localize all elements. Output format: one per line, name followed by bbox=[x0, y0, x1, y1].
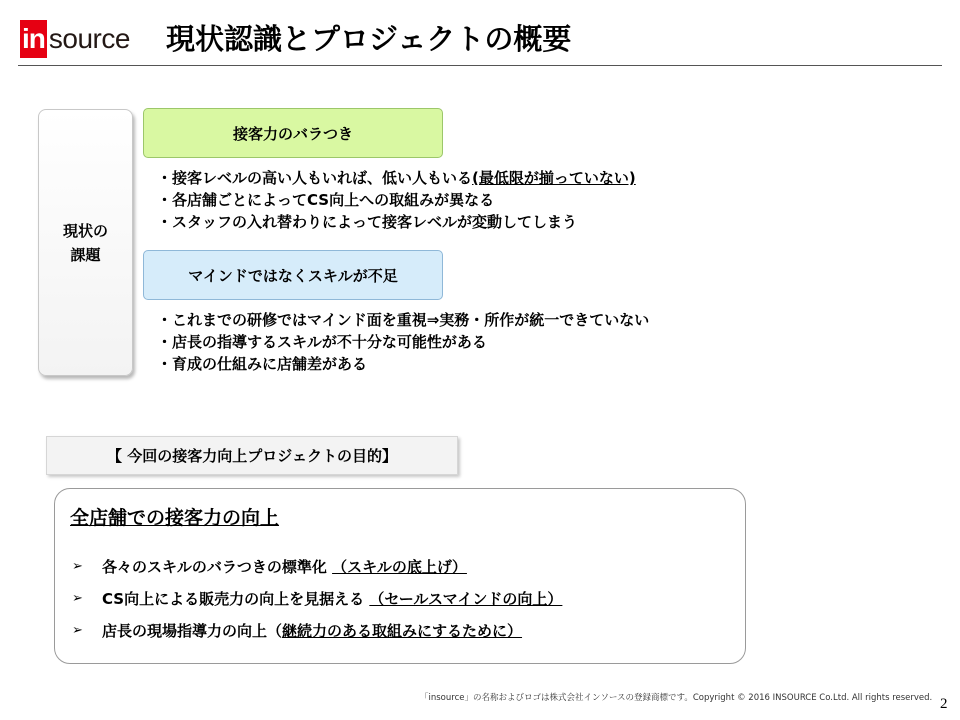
bullet-item: ・ 店長の指導するスキルが不十分な可能性がある bbox=[157, 331, 649, 353]
logo-wordmark: source bbox=[48, 23, 130, 54]
point-underlined-text: （スキルの底上げ） bbox=[332, 558, 467, 576]
bullet-item: ・ これまでの研修ではマインド面を重視⇒実務・所作が統一できていない bbox=[157, 309, 649, 331]
arrow-bullet-icon: ➢ bbox=[72, 623, 83, 638]
point-underlined-text: 継続力のある取組みにするために） bbox=[282, 622, 523, 640]
issue-2-bullets bbox=[157, 309, 649, 375]
issue-tag-skill-shortage: マインドではなくスキルが不足 bbox=[143, 250, 443, 300]
logo-in-mark: in bbox=[20, 20, 47, 58]
label-line-1: 現状の bbox=[62, 221, 108, 240]
bullet-text: 接客レベルの高い人もいれば、低い人もいる bbox=[172, 169, 473, 187]
issue-1-bullets bbox=[157, 167, 636, 233]
current-issues-label bbox=[38, 109, 133, 376]
purpose-point bbox=[72, 553, 562, 585]
page-title: 現状認識とプロジェクトの概要 bbox=[166, 22, 572, 56]
issue-tag-service-variance: 接客力のバラつき bbox=[143, 108, 443, 158]
page-number: 2 bbox=[940, 696, 948, 712]
insource-logo bbox=[20, 20, 130, 58]
bullet-item bbox=[157, 211, 636, 233]
bullet-item bbox=[157, 167, 636, 189]
arrow-bullet-icon: ➢ bbox=[72, 591, 83, 606]
purpose-point bbox=[72, 585, 562, 617]
label-line-2: 課題 bbox=[70, 245, 101, 264]
point-text: CS向上による販売力の向上を見据える bbox=[102, 590, 370, 608]
point-text: 各々のスキルのバラつきの標準化 bbox=[102, 558, 333, 576]
bullet-text: 各店舗ごとによってCS向上への取組みが異なる bbox=[172, 191, 495, 209]
bullet-text: スタッフの入れ替わりによって接客レベルが変動してしまう bbox=[172, 213, 578, 231]
bullet-underlined-text: (最低限が揃っていない) bbox=[472, 169, 636, 187]
point-underlined-text: （セールスマインドの向上） bbox=[369, 590, 563, 608]
bullet-item: ・ 育成の仕組みに店舗差がある bbox=[157, 353, 649, 375]
purpose-heading: 全店舗での接客力の向上 bbox=[70, 507, 280, 529]
point-text: 店長の現場指導力の向上（ bbox=[102, 622, 283, 640]
bullet-item bbox=[157, 189, 636, 211]
purpose-point bbox=[72, 617, 562, 649]
purpose-points bbox=[72, 553, 562, 649]
arrow-bullet-icon: ➢ bbox=[72, 559, 83, 574]
title-divider bbox=[18, 65, 942, 66]
copyright-footer: 「insource」の名称およびロゴは株式会社インソースの登録商標です。Copyright © 2016 INSOURCE Co.Ltd. All rights reserved. bbox=[420, 693, 933, 703]
project-purpose-header: 【 今回の接客力向上プロジェクトの目的】 bbox=[46, 436, 458, 475]
